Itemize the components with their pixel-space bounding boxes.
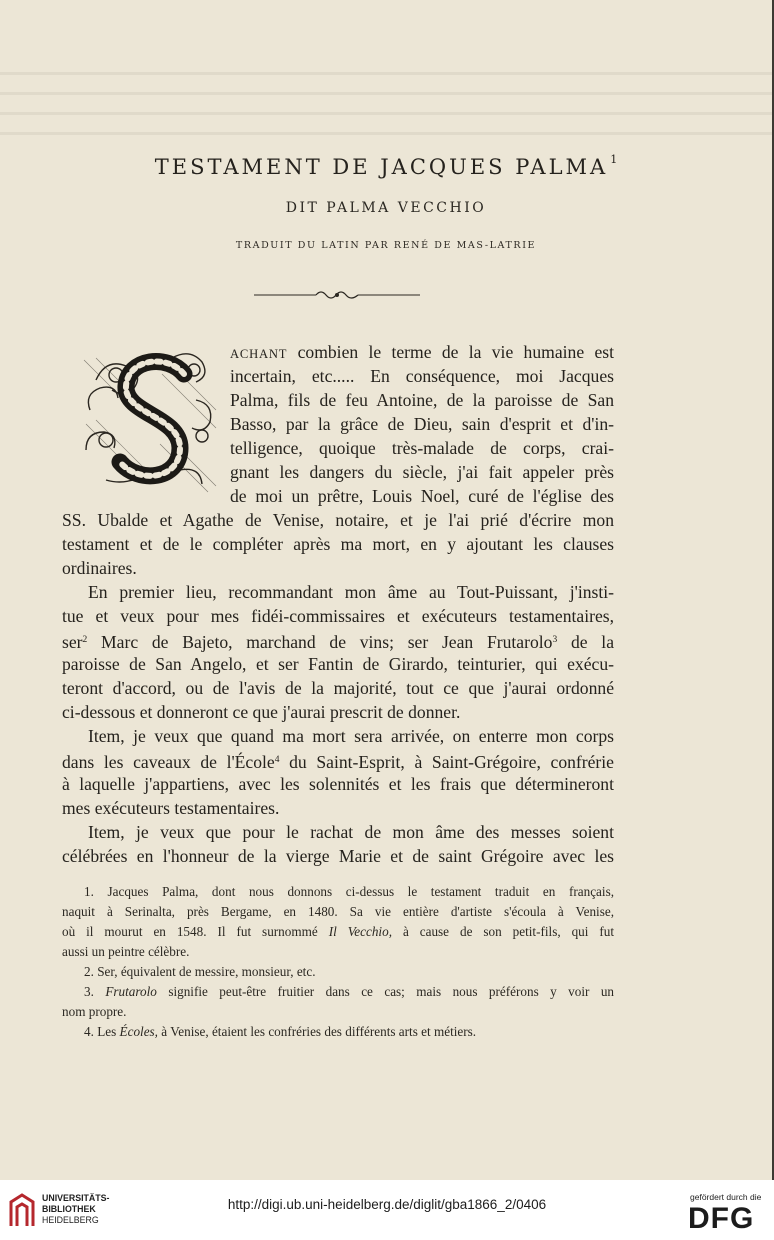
paragraph-2-line-4: paroisse de San Angelo, et ser Fantin de Girardo, teinturier, qui exécu- xyxy=(62,654,614,674)
footnote-1-line-1: 1. Jacques Palma, dont nous donnons ci-dessus le testament traduit en français, xyxy=(84,884,614,899)
footnote-1-line-4: aussi un peintre célèbre. xyxy=(62,944,190,959)
paragraph-3-line-3: à laquelle j'appartiens, avec les solennités et les frais que détermineront xyxy=(62,774,614,794)
paragraph-1-line-4: Basso, par la grâce de Dieu, sain d'esprit et d'in- xyxy=(230,414,614,434)
footnote-3-line-1: 3. Frutarolo signifie peut-être fruitier dans ce cas; mais nous préférons y voir un xyxy=(84,984,615,999)
footnote-4: 4. Les Écoles, à Venise, étaient les confréries des différents arts et métiers. xyxy=(84,1024,477,1039)
translator-line: TRADUIT DU LATIN PAR RENÉ DE MAS-LATRIE xyxy=(235,240,537,251)
ornamental-initial-s-icon xyxy=(76,340,226,500)
library-name: UNIVERSITÄTS- BIBLIOTHEK HEIDELBERG xyxy=(42,1193,110,1225)
funded-by-label: gefördert durch die xyxy=(690,1192,762,1202)
paragraph-1-line-2: incertain, etc..... En conséquence, moi Jacques xyxy=(230,366,614,386)
paragraph-3-line-1: Item, je veux que quand ma mort sera arrivée, on enterre mon corps xyxy=(88,726,614,746)
smallcaps-lead: ACHANT xyxy=(230,347,288,361)
paragraph-2-line-3: ser$^2$ Marc de Bajeto, marchand de vins; ser Jean Frutarolo$^3$ de la xyxy=(62,632,614,652)
paragraph-2-line-1: En premier lieu, recommandant mon âme au Tout-Puissant, j'insti- xyxy=(88,582,614,602)
footnote-1-line-2: naquit à Serinalta, près Bergame, en 1480. Sa vie entière d'artiste s'écoula à Venise, xyxy=(62,904,614,919)
footnote-3-line-2: nom propre. xyxy=(62,1004,127,1019)
footnote-ref-4: 4 xyxy=(274,755,280,765)
viewer-footer xyxy=(0,1180,774,1240)
paragraph-1-line-7: de moi un prêtre, Louis Noel, curé de l'église des xyxy=(230,486,614,506)
permalink-url[interactable]: http://digi.ub.uni-heidelberg.de/diglit/gba1866_2/0406 xyxy=(227,1197,547,1212)
dfg-logo: DFG xyxy=(688,1202,755,1235)
document-title: TESTAMENT DE JACQUES PALMA $^1$ xyxy=(154,153,618,179)
paragraph-4-line-1: Item, je veux que pour le rachat de mon âme des messes soient xyxy=(88,822,614,842)
paragraph-3-line-4: mes exécuteurs testamentaires. xyxy=(62,798,280,818)
paragraph-2-line-5: teront d'accord, ou de l'avis de la majorité, tout ce que j'aurai ordonné xyxy=(62,678,614,698)
paragraph-1-line-3: Palma, fils de feu Antoine, de la paroisse de San xyxy=(230,390,614,410)
paragraph-1-line-9: testament et de le compléter après ma mort, en y ajoutant les clauses xyxy=(62,534,614,554)
paragraph-1-line-8: SS. Ubalde et Agathe de Venise, notaire, et je l'ai prié d'écrire mon xyxy=(62,510,614,530)
footnote-1-line-3: où il mourut en 1548. Il fut surnommé Il Vecchio, à cause de son petit-fils, qui fut xyxy=(62,924,615,939)
title-footnote-ref: 1 xyxy=(610,153,618,166)
paragraph-3-line-2: dans les caveaux de l'École$^4$ du Saint-Esprit, à Saint-Grégoire, confrérie xyxy=(62,752,614,772)
footnote-2: 2. Ser, équivalent de messire, monsieur, etc. xyxy=(84,964,316,979)
footnote-ref-2: 2 xyxy=(82,635,88,645)
paragraph-2-line-2: tue et veux pour mes fidéi-commissaires et exécuteurs testamentaires, xyxy=(62,606,614,626)
paragraph-1-line-1: ACHANT combien le terme de la vie humaine est xyxy=(230,342,614,362)
document-subtitle: DIT PALMA VECCHIO xyxy=(285,200,487,216)
paragraph-1-line-6: gnant les dangers du siècle, j'ai fait appeler près xyxy=(230,462,614,482)
paragraph-1-line-5: telligence, quoique très-malade de corps, crai- xyxy=(230,438,614,458)
footnote-ref-3: 3 xyxy=(552,635,558,645)
paragraph-1-line-10: ordinaires. xyxy=(62,558,137,578)
ornamental-divider xyxy=(254,286,420,304)
show-through-text xyxy=(0,72,772,152)
paragraph-4-line-2: célébrées en l'honneur de la vierge Marie et de saint Grégoire avec les xyxy=(62,846,614,866)
paragraph-2-line-6: ci-dessous et donneront ce que j'aurai prescrit de donner. xyxy=(62,702,461,722)
